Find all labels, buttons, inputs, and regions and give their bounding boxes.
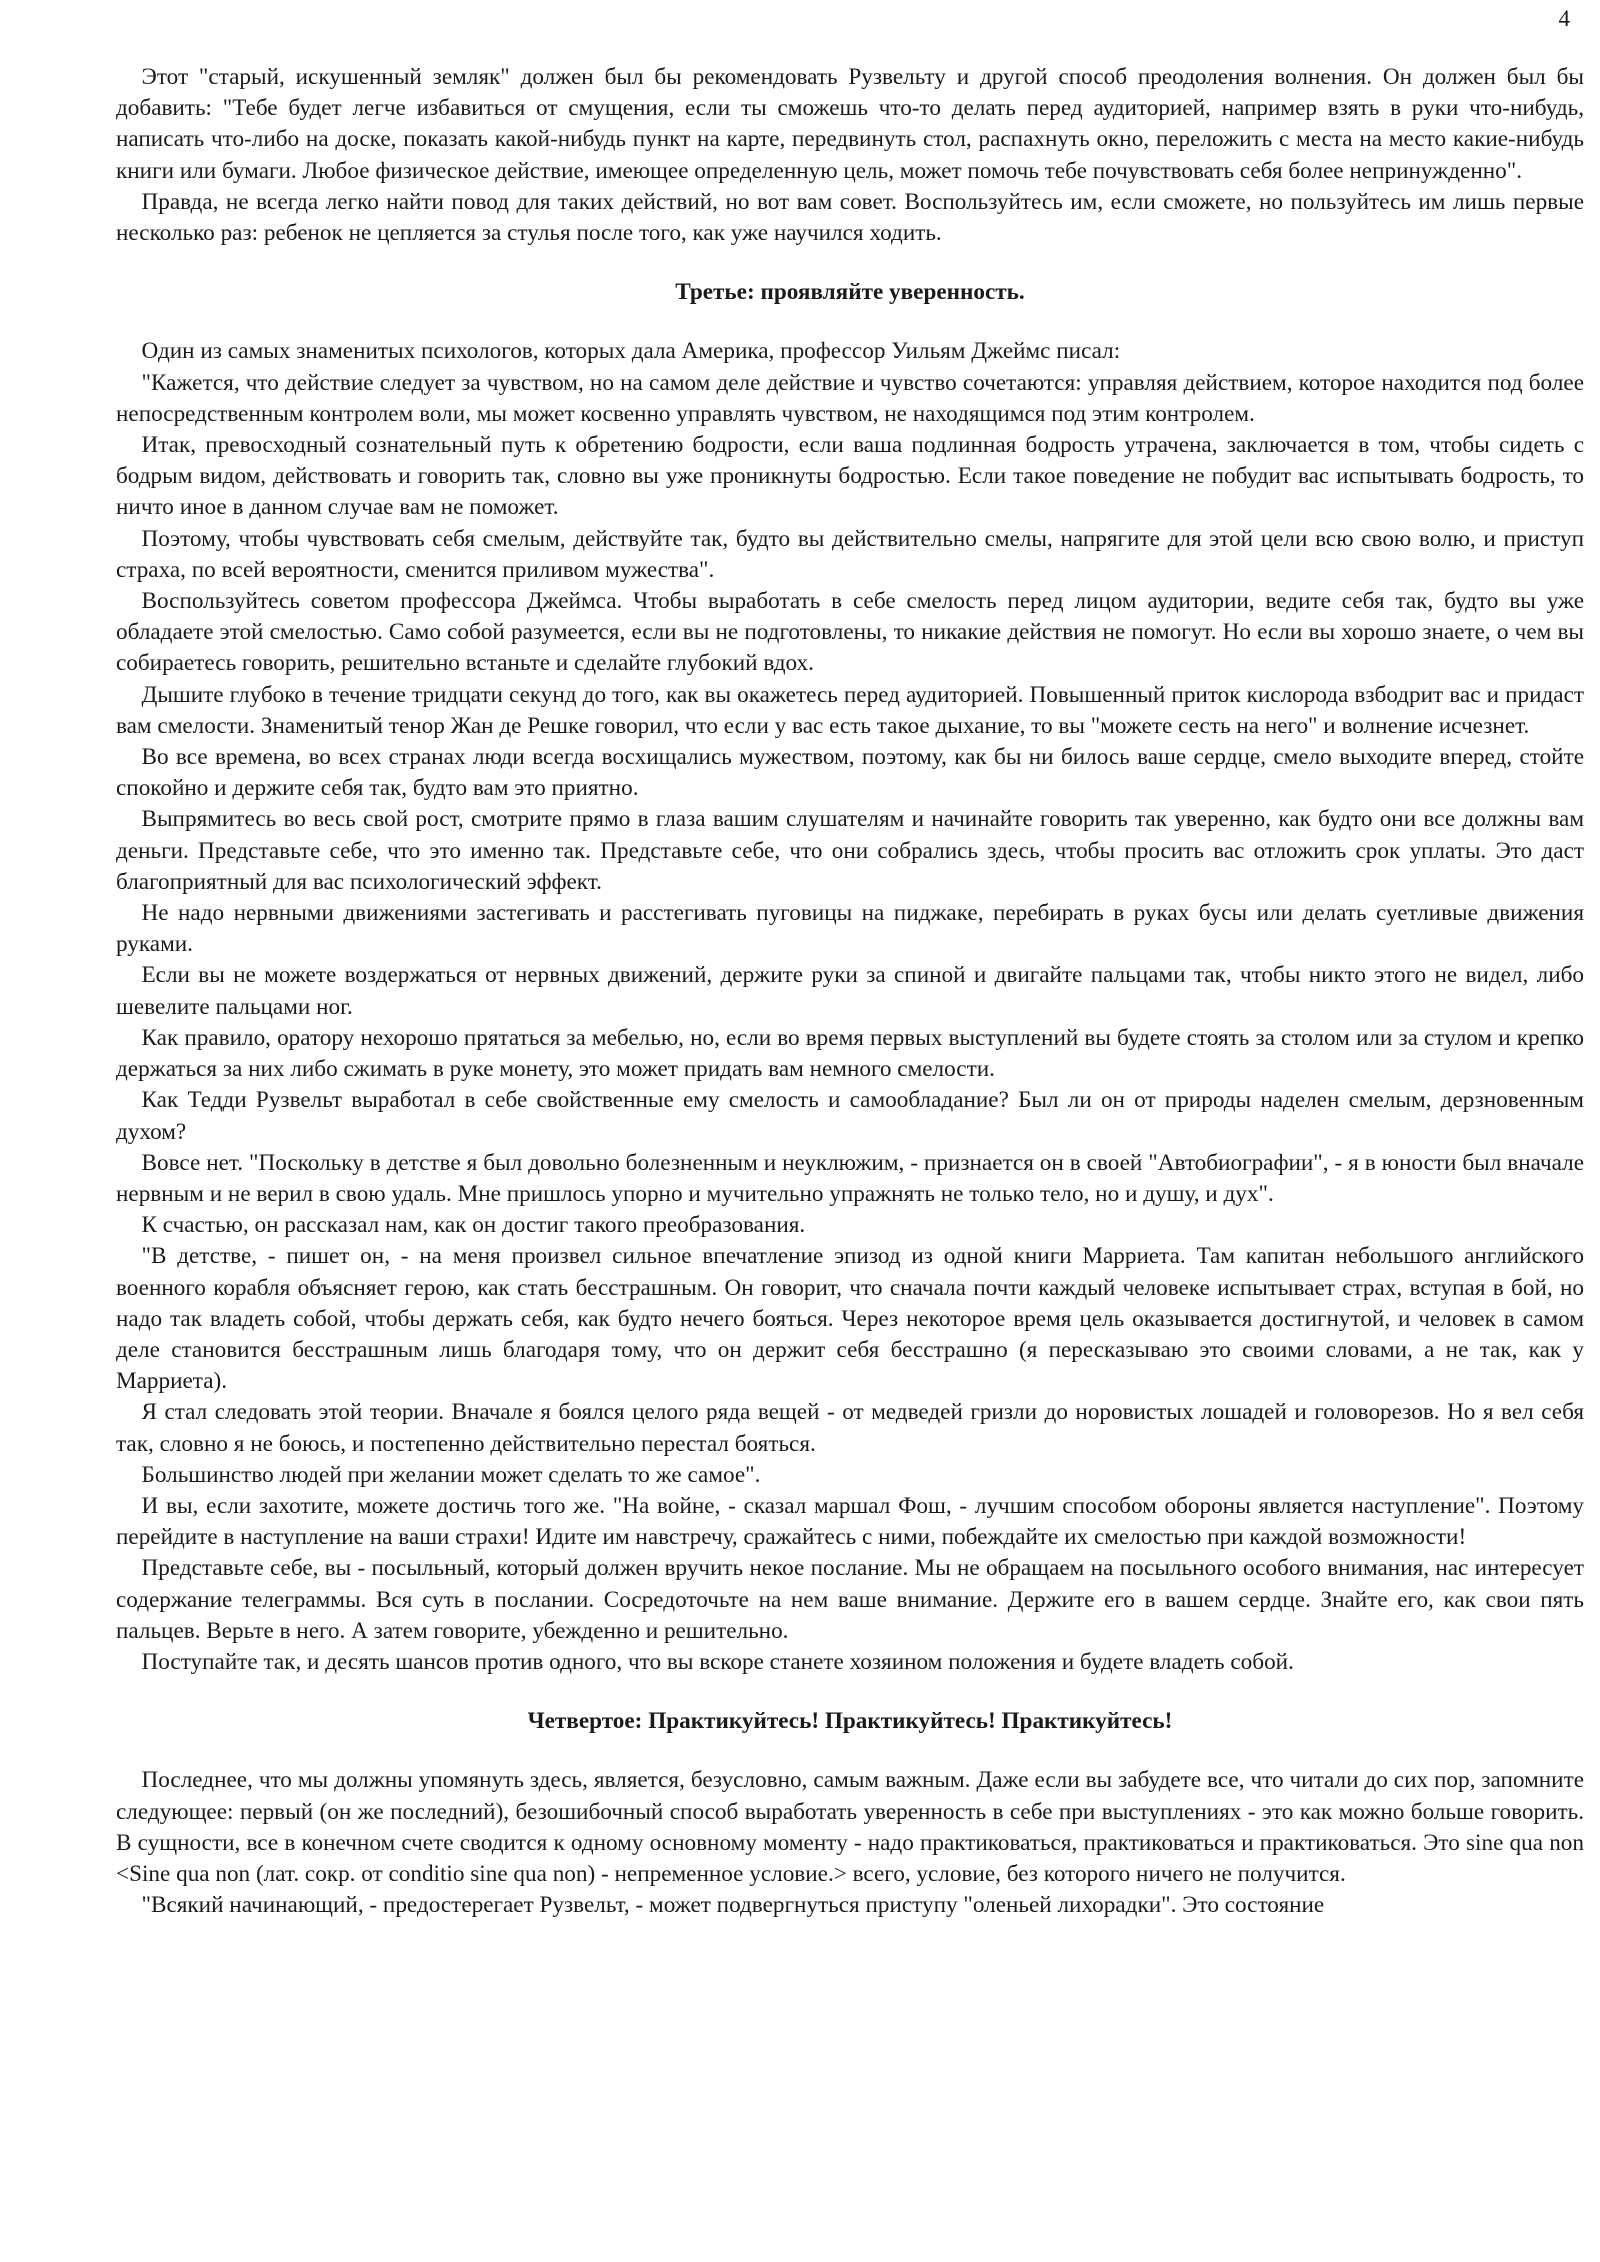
paragraph: "Кажется, что действие следует за чувством, но на самом деле действие и чувство сочетаются: управляя действием, которое находится под более непосредственным контролем воли, мы может косвенно управлять чувством, не находящимся под этим контролем. bbox=[116, 369, 1584, 427]
paragraph: Воспользуйтесь советом профессора Джеймса. Чтобы выработать в себе смелость перед лицом аудитории, ведите себя так, будто вы уже обладаете этой смелостью. Само собой разумеется, если вы не подготовлены, то никакие действия не помогут. Но если вы хорошо знаете, о чем вы собираетесь говорить, решительно встаньте и сделайте глубокий вдох. bbox=[116, 588, 1584, 677]
document-body bbox=[116, 62, 1584, 1921]
paragraph: Вовсе нет. "Поскольку в детстве я был довольно болезненным и неуклюжим, - признается он в своей "Автобиографии", - я в юности был вначале нервным и не верил в свою удаль. Мне пришлось упорно и мучительно упражнять не только тело, но и душу, и дух". bbox=[116, 1149, 1584, 1207]
paragraph: Я стал следовать этой теории. Вначале я боялся целого ряда вещей - от медведей гризли до норовистых лошадей и головорезов. Но я вел себя так, словно я не боюсь, и постепенно действительно перестал бояться. bbox=[116, 1399, 1584, 1457]
paragraph: Большинство людей при желании может сделать то же самое". bbox=[141, 1461, 761, 1488]
paragraph: Не надо нервными движениями застегивать и расстегивать пуговицы на пиджаке, перебирать в руках бусы или делать суетливые движения руками. bbox=[116, 900, 1584, 958]
paragraph: К счастью, он рассказал нам, как он достиг такого преобразования. bbox=[141, 1212, 806, 1239]
paragraph: И вы, если захотите, можете достичь того же. "На войне, - сказал маршал Фош, - лучшим способом обороны является наступление". Поэтому перейдите в наступление на ваши страхи! Идите им навстречу, сражайтесь с ними, побеждайте их смелостью при каждой возможности! bbox=[116, 1492, 1584, 1551]
paragraph: Как правило, оратору нехорошо прятаться за мебелью, но, если во время первых выступлений вы будете стоять за столом или за стулом и крепко держаться за них либо сжимать в руке монету, это может придать вам немного смелости. bbox=[116, 1024, 1584, 1083]
paragraph: Один из самых знаменитых психологов, которых дала Америка, профессор Уильям Джеймс писал: bbox=[141, 338, 1121, 365]
paragraph: Поступайте так, и десять шансов против одного, что вы вскоре станете хозяином положения и будете владеть собой. bbox=[141, 1648, 1294, 1675]
section-heading-fourth: Четвертое: Практикуйтесь! Практикуйтесь! Практикуйтесь! bbox=[527, 1708, 1173, 1735]
paragraph: Итак, превосходный сознательный путь к обретению бодрости, если ваша подлинная бодрость утрачена, заключается в том, чтобы сидеть с бодрым видом, действовать и говорить так, словно вы уже проникнуты бодростью. Если такое поведение не побудит вас испытывать бодрость, то ничто иное в данном случае вам не поможет. bbox=[116, 432, 1584, 521]
page-number: 4 bbox=[1558, 6, 1570, 31]
paragraph: Если вы не можете воздержаться от нервных движений, держите руки за спиной и двигайте пальцами так, чтобы никто этого не видел, либо шевелите пальцами ног. bbox=[116, 962, 1584, 1020]
paragraph: Во все времена, во всех странах люди всегда восхищались мужеством, поэтому, как бы ни билось ваше сердце, смело выходите вперед, стойте спокойно и держите себя так, будто вам это приятно. bbox=[116, 744, 1584, 802]
paragraph: Выпрямитесь во весь свой рост, смотрите прямо в глаза вашим слушателям и начинайте говорить так уверенно, как будто они все должны вам деньги. Представьте себе, что это именно так. Представьте себе, что они собрались здесь, чтобы просить вас отложить срок уплаты. Это даст благоприятный для вас психологический эффект. bbox=[116, 806, 1584, 895]
paragraph: Правда, не всегда легко найти повод для таких действий, но вот вам совет. Воспользуйтесь им, если сможете, но пользуйтесь им лишь первые несколько раз: ребенок не цепляется за стулья после того, как уже научился ходить. bbox=[116, 188, 1584, 247]
paragraph: Как Тедди Рузвельт выработал в себе свойственные ему смелость и самообладание? Был ли он от природы наделен смелым, дерзновенным духом? bbox=[116, 1087, 1584, 1145]
paragraph: Дышите глубоко в течение тридцати секунд до того, как вы окажетесь перед аудиторией. Повышенный приток кислорода взбодрит вас и придаст вам смелости. Знаменитый тенор Жан де Решке говорил, что если у вас есть такое дыхание, то вы "можете сесть на него" и волнение исчезнет. bbox=[116, 681, 1584, 739]
paragraph: Поэтому, чтобы чувствовать себя смелым, действуйте так, будто вы действительно смелы, напрягите для этой цели всю свою волю, и приступ страха, по всей вероятности, сменится приливом мужества". bbox=[116, 525, 1584, 583]
paragraph: "Всякий начинающий, - предостерегает Рузвельт, - может подвергнуться приступу "оленьей лихорадки". Это состояние bbox=[141, 1892, 1325, 1919]
paragraph: Представьте себе, вы - посыльный, который должен вручить некое послание. Мы не обращаем на посыльного особого внимания, нас интересует содержание телеграммы. Вся суть в послании. Сосредоточьте на нем ваше внимание. Держите его в вашем сердце. Знайте его, как свои пять пальцев. Верьте в него. А затем говорите, убежденно и решительно. bbox=[116, 1555, 1584, 1644]
paragraph: Последнее, что мы должны упомянуть здесь, является, безусловно, самым важным. Даже если вы забудете все, что читали до сих пор, запомните следующее: первый (он же последний), безошибочный способ выработать уверенность в себе при выступлениях - это как можно больше говорить. В сущности, все в конечном счете сводится к одному основному моменту - надо практиковаться, практиковаться и практиковаться. Это sine qua non <Sine qua non (лат. сокр. от conditio sine qua non) - непременное условие.> всего, условие, без которого ничего не получится. bbox=[116, 1767, 1584, 1887]
paragraph: "В детстве, - пишет он, - на меня произвел сильное впечатление эпизод из одной книги Марриета. Там капитан небольшого английского военного корабля объясняет герою, как стать бесстрашным. Он говорит, что сначала почти каждый человеке испытывает страх, вступая в бой, но надо так владеть собой, чтобы держать себя, как будто нечего бояться. Через некоторое время цель оказывается достигнутой, и человек в самом деле становится бесстрашным лишь благодаря тому, что он держит себя бесстрашно (я пересказываю это своими словами, а не так, как у Марриета). bbox=[116, 1243, 1584, 1395]
section-heading-third: Третье: проявляйте уверенность. bbox=[675, 279, 1025, 306]
paragraph: Этот "старый, искушенный земляк" должен был бы рекомендовать Рузвельту и другой способ преодоления волнения. Он должен был бы добавить: "Тебе будет легче избавиться от смущения, если ты сможешь что-то делать перед аудиторией, например взять в руки что-нибудь, написать что-либо на доске, показать какой-нибудь пункт на карте, передвинуть стол, распахнуть окно, переложить с места на место какие-нибудь книги или бумаги. Любое физическое действие, имеющее определенную цель, может помочь тебе почувствовать себя более непринужденно". bbox=[116, 64, 1584, 184]
